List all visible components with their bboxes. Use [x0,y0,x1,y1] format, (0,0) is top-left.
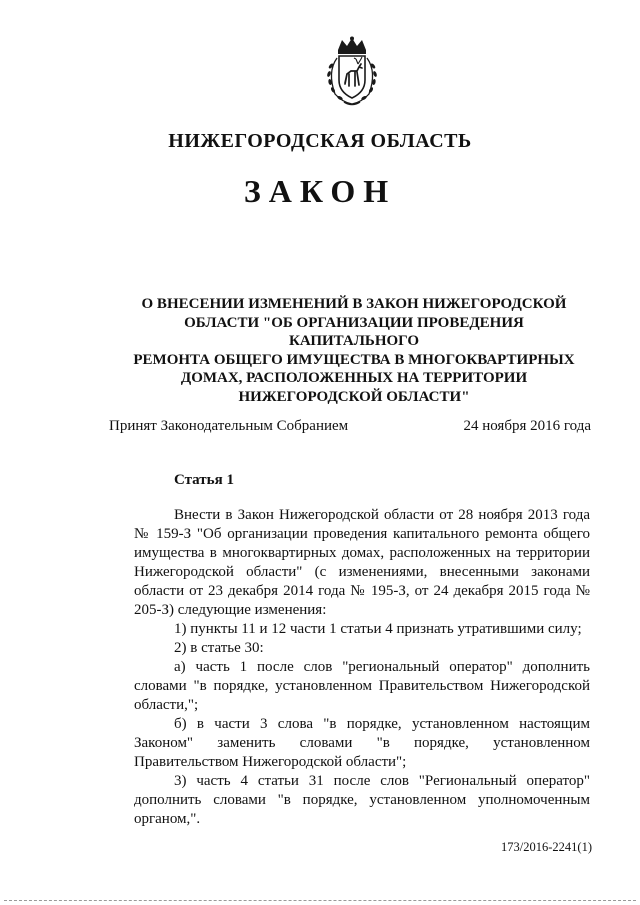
article-paragraph: Внести в Закон Нижегородской области от 28 ноября 2013 года № 159-З "Об организации проведения капитального ремонта общего имущества в многоквартирных домах, расположенных на территории Нижегородской области" (с изменениями, внесенными законами области от 23 декабря 2014 года № 195-З, от 24 декабря 2015 года № 205-З) следующие изменения: [134,507,590,618]
article-paragraph: б) в части 3 слова "в порядке, установленном настоящим Законом" заменить словами "в порядке, установленном Правительством Нижегородской области"; [134,716,590,770]
law-title-line: РЕМОНТА ОБЩЕГО ИМУЩЕСТВА В МНОГОКВАРТИРНЫХ [133,351,575,368]
law-title-line: ДОМАХ, РАСПОЛОЖЕННЫХ НА ТЕРРИТОРИИ [180,370,528,386]
adoption-date: 24 ноября 2016 года [463,418,591,434]
law-title-line: НИЖЕГОРОДСКОЙ ОБЛАСТИ" [238,388,470,405]
adoption-info [109,418,591,435]
article-paragraph: а) часть 1 после слов "региональный оператор" дополнить словами "в порядке, установленном Правительством Нижегородской области,"; [134,659,590,713]
document-type-heading: ЗАКОН [243,173,397,209]
document-code: 173/2016-2241(1) [501,840,592,854]
page-bottom-rule [4,900,636,901]
law-title-line: О ВНЕСЕНИИ ИЗМЕНЕНИЙ В ЗАКОН НИЖЕГОРОДСКОЙ [141,296,567,312]
article-paragraph: 2) в статье 30: [174,640,264,656]
adopted-by: Принят Законодательным Собранием [109,418,349,434]
article-body [134,506,590,829]
article-paragraph: 3) часть 4 статьи 31 после слов "Региональный оператор" дополнить словами "в порядке, установленном уполномоченным органом,". [134,773,590,827]
region-heading: НИЖЕГОРОДСКАЯ ОБЛАСТЬ [168,130,472,152]
article-paragraph: 1) пункты 11 и 12 части 1 статьи 4 признать утратившими силу; [174,621,582,637]
coat-of-arms-icon [318,36,386,108]
law-title [120,295,588,406]
law-title-line: ОБЛАСТИ "ОБ ОРГАНИЗАЦИИ ПРОВЕДЕНИЯ КАПИТАЛЬНОГО [184,314,524,349]
article-title: Статья 1 [174,472,234,488]
